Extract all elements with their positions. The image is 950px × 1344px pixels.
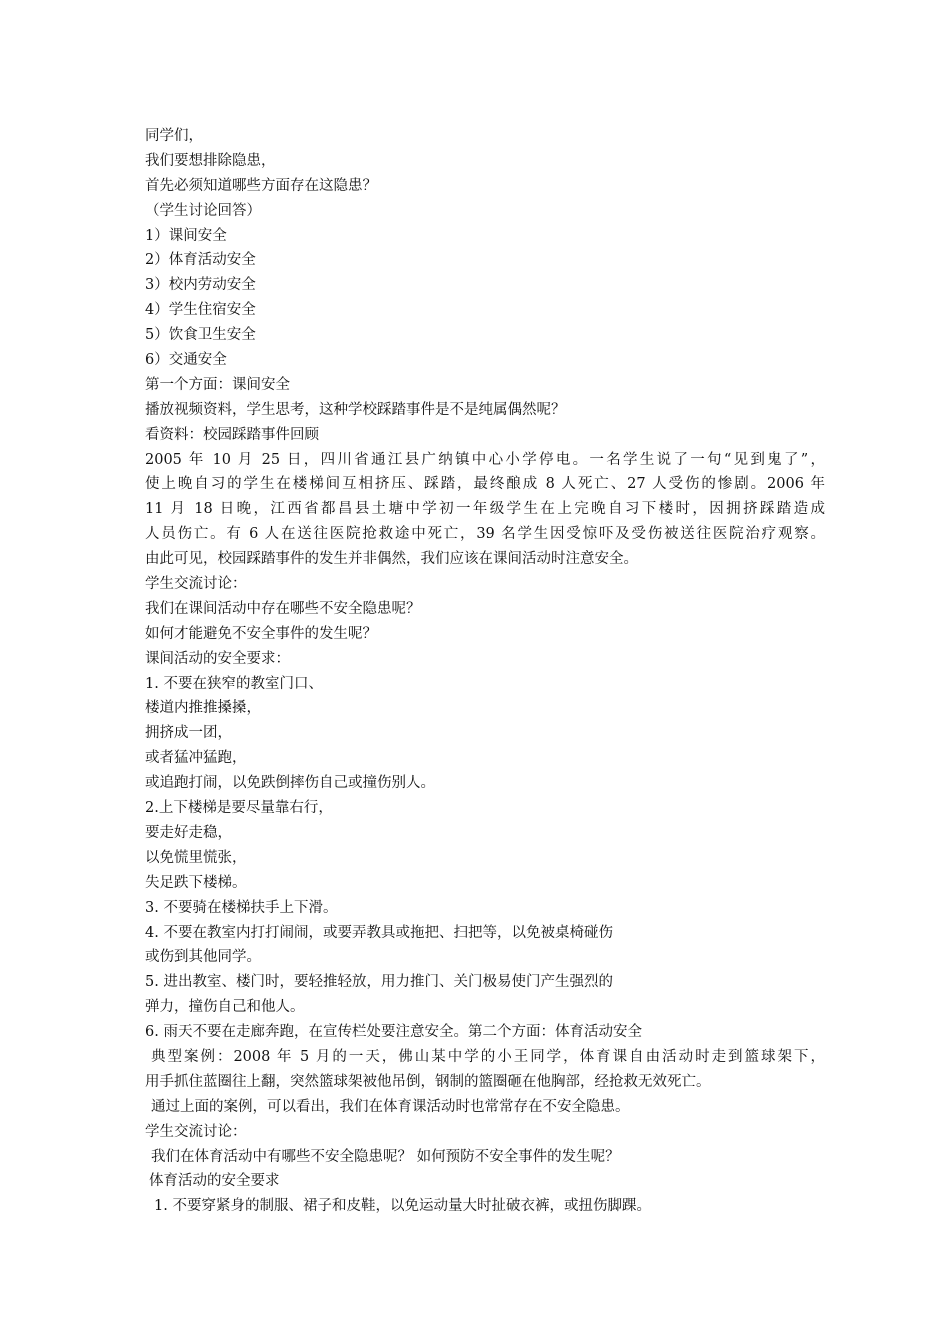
paragraph-line: 2005 年 10 月 25 日，四川省通江县广纳镇中心小学停电。一名学生说了一句“见到鬼了”， <box>145 451 825 468</box>
text-line: 以免慌里慌张， <box>145 849 247 866</box>
paragraph-line: 11 月 18 日晚，江西省都昌县土塘中学初一年级学生在上完晚自习下楼时，因拥挤踩踏造成 <box>145 501 825 518</box>
text-line: 拥挤成一团， <box>145 725 232 742</box>
text-line: 或追跑打闹，以免跌倒摔伤自己或撞伤别人。 <box>145 775 435 792</box>
text-line: 播放视频资料，学生思考，这种学校踩踏事件是不是纯属偶然呢？ <box>145 401 566 418</box>
text-line: 或者猛冲猛跑， <box>145 750 247 767</box>
text-line: 看资料：校园踩踏事件回顾 <box>145 426 319 443</box>
list-item: 2.上下楼梯是要尽量靠右行， <box>145 800 333 817</box>
section-heading: 第一个方面：课间安全 <box>145 376 290 393</box>
list-item: 4）学生住宿安全 <box>145 302 256 319</box>
text-line: 学生交流讨论： <box>145 576 247 593</box>
text-line: 我们在体育活动中有哪些不安全隐患呢？ 如何预防不安全事件的发生呢？ <box>151 1148 620 1165</box>
paragraph-line: 典型案例：2008 年 5 月的一天，佛山某中学的小王同学，体育课自由活动时走到篮球架下， <box>151 1048 825 1065</box>
list-item: 1. 不要穿紧身的制服、裙子和皮鞋，以免运动量大时扯破衣裤，或扭伤脚踝。 <box>154 1198 651 1215</box>
list-item: 1）课间安全 <box>145 227 227 244</box>
paragraph-line: 由此可见，校园踩踏事件的发生并非偶然，我们应该在课间活动时注意安全。 <box>145 551 638 568</box>
text-line: 要走好走稳， <box>145 824 232 841</box>
list-item: 3. 不要骑在楼梯扶手上下滑。 <box>145 899 338 916</box>
text-line: 楼道内推推搡搡， <box>145 700 261 717</box>
section-heading: 体育活动的安全要求 <box>149 1173 280 1190</box>
list-item: 6）交通安全 <box>145 352 227 369</box>
list-item: 3）校内劳动安全 <box>145 277 256 294</box>
text-line: 同学们， <box>145 128 203 144</box>
list-item: 5）饮食卫生安全 <box>145 327 256 344</box>
paragraph-line: 用手抓住蓝圈往上翻，突然篮球架被他吊倒，钢制的篮圈砸在他胸部，经抢救无效死亡。 <box>145 1073 711 1090</box>
list-item: 1. 不要在狭窄的教室门口、 <box>145 675 323 692</box>
text-line: 弹力，撞伤自己和他人。 <box>145 999 305 1016</box>
text-line: 我们要想排除隐患， <box>145 152 276 169</box>
list-item: 2）体育活动安全 <box>145 252 256 269</box>
paragraph-line: 使上晚自习的学生在楼梯间互相挤压、踩踏，最终酿成 8 人死亡、27 人受伤的惨剧。2006 年 <box>145 476 825 493</box>
text-line: 学生交流讨论： <box>145 1123 247 1140</box>
text-line: 或伤到其他同学。 <box>145 949 261 966</box>
text-line: 首先必须知道哪些方面存在这隐患？ <box>145 177 377 194</box>
text-line: 失足跌下楼梯。 <box>145 874 247 891</box>
section-heading: 课间活动的安全要求： <box>145 650 290 667</box>
text-line: 如何才能避免不安全事件的发生呢？ <box>145 625 377 642</box>
paragraph-line: 通过上面的案例，可以看出，我们在体育课活动时也常常存在不安全隐患。 <box>151 1098 630 1115</box>
paragraph-line: 人员伤亡。有 6 人在送往医院抢救途中死亡，39 名学生因受惊吓及受伤被送往医院治疗观察。 <box>145 526 825 543</box>
list-item: 5. 进出教室、楼门时，要轻推轻放，用力推门、关门极易使门产生强烈的 <box>145 974 613 991</box>
list-item: 4. 不要在教室内打打闹闹，或要弄教具或拖把、扫把等，以免被桌椅碰伤 <box>145 924 613 941</box>
document-body <box>145 124 825 1219</box>
list-item: 6. 雨天不要在走廊奔跑，在宣传栏处要注意安全。第二个方面：体育活动安全 <box>145 1024 642 1041</box>
text-line: （学生讨论回答） <box>145 202 261 219</box>
text-line: 我们在课间活动中存在哪些不安全隐患呢？ <box>145 600 421 617</box>
